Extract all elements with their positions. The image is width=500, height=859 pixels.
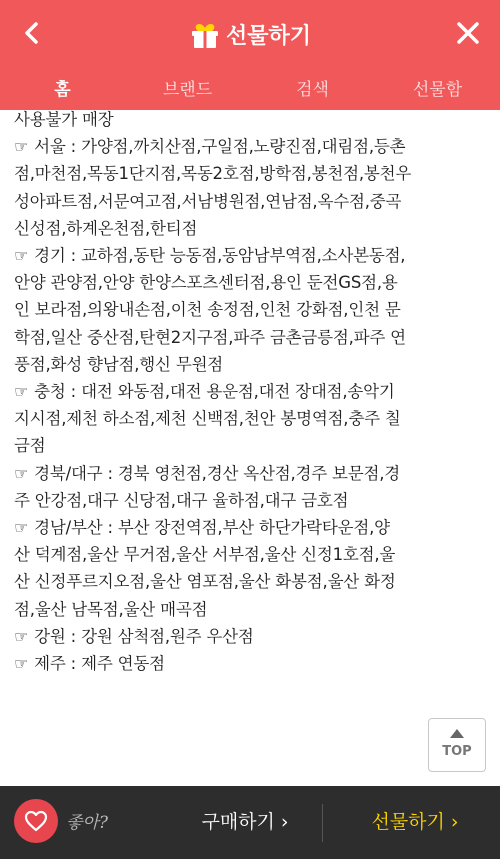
close-icon [455,10,481,56]
tab-bar [0,70,500,110]
back-button[interactable] [16,10,48,56]
region-line-gyeongbuk-daegu [14,460,486,487]
buy-button[interactable]: 구매하기 › [201,811,289,833]
line-text: 점,마천점,목동1단지점,목동2호점,방학점,봉천점,봉천우 [14,164,412,184]
line-text: 신성점,하계온천점,한티점 [14,218,198,238]
pointing-hand-icon: ☞ [14,137,29,157]
gift-button[interactable]: 선물하기 › [371,811,459,833]
close-button[interactable] [450,10,486,56]
line-text: 주 안강점,대구 신당점,대구 율하점,대구 금호점 [14,490,349,510]
line-text: 제주 : 제주 연동점 [34,654,165,674]
line-text: 지시점,제천 하소점,제천 신백점,천안 봉명역점,충주 칠 [14,409,401,429]
store-list-content[interactable] [0,110,500,786]
line [14,405,486,432]
pointing-hand-icon: ☞ [14,518,29,538]
line [14,351,486,378]
arrow-up-icon [450,729,464,738]
region-line-seoul [14,133,486,160]
scroll-top-button[interactable] [428,718,486,772]
line-text: 경남/부산 : 부산 장전역점,부산 하단가락타운점,양 [34,518,390,538]
store-list [14,110,486,677]
region-line-jeju [14,650,486,677]
line-text: 산 덕계점,울산 무거점,울산 서부점,울산 신정1호점,울 [14,545,396,565]
pointing-hand-icon: ☞ [14,246,29,266]
line [14,269,486,296]
page-title: 선물하기 [226,23,312,49]
section-heading [14,110,486,133]
line-text: 학점,일산 중산점,탄현2지구점,파주 금촌금릉점,파주 연 [14,327,406,347]
pointing-hand-icon: ☞ [14,463,29,483]
line-text: 강원 : 강원 삼척점,원주 우산점 [34,626,254,646]
tab-brand[interactable]: 브랜드 [162,80,213,100]
line-text: 서울 : 가양점,까치산점,구일점,노량진점,대림점,등촌 [34,137,406,157]
app-header [0,0,500,110]
bottom-action-bar [0,786,500,859]
line [14,324,486,351]
top-label: TOP [442,744,472,759]
heart-icon [24,810,48,832]
line-text: 안양 관양점,안양 한양스포츠센터점,용인 둔전GS점,용 [14,273,398,293]
line-text: 충청 : 대전 와동점,대전 용운점,대전 장대점,송악기 [34,382,395,402]
gift-box-heart-icon [190,18,220,50]
line [14,596,486,623]
line [14,487,486,514]
line [14,296,486,323]
line-text: 인 보라점,의왕내손점,이천 송정점,인천 강화점,인천 문 [14,300,401,320]
line [14,541,486,568]
line-text: 경기 : 교하점,동탄 능동점,동암남부역점,소사본동점, [34,246,406,266]
line-text: 금점 [14,436,46,456]
region-line-chungcheong [14,378,486,405]
line [14,215,486,242]
unavailable-stores-heading: 사용불가 매장 [14,110,114,129]
line-text: 산 신정푸르지오점,울산 염포점,울산 화봉점,울산 화정 [14,572,396,592]
pointing-hand-icon: ☞ [14,626,29,646]
line-text: 풍점,화성 향남점,행신 무원점 [14,354,224,374]
line [14,160,486,187]
tab-home[interactable]: 홈 [54,80,71,100]
line-text: 경북/대구 : 경북 영천점,경산 옥산점,경주 보문점,경 [34,463,401,483]
region-line-gyeongnam-busan [14,514,486,541]
chevron-left-icon [22,10,42,56]
like-label: 좋아? [66,813,108,833]
divider [322,804,323,842]
line [14,432,486,459]
brand-title [190,16,311,52]
region-line-gangwon [14,623,486,650]
line-text: 점,울산 남목점,울산 매곡점 [14,599,208,619]
tab-gift-box[interactable]: 선물함 [412,80,463,100]
line [14,188,486,215]
pointing-hand-icon: ☞ [14,382,29,402]
line-text: 성아파트점,서문여고점,서남병원점,연남점,옥수점,중곡 [14,191,402,211]
line [14,568,486,595]
tab-search[interactable]: 검색 [296,80,329,100]
region-line-gyeonggi [14,242,486,269]
pointing-hand-icon: ☞ [14,654,29,674]
like-button[interactable] [14,799,58,843]
